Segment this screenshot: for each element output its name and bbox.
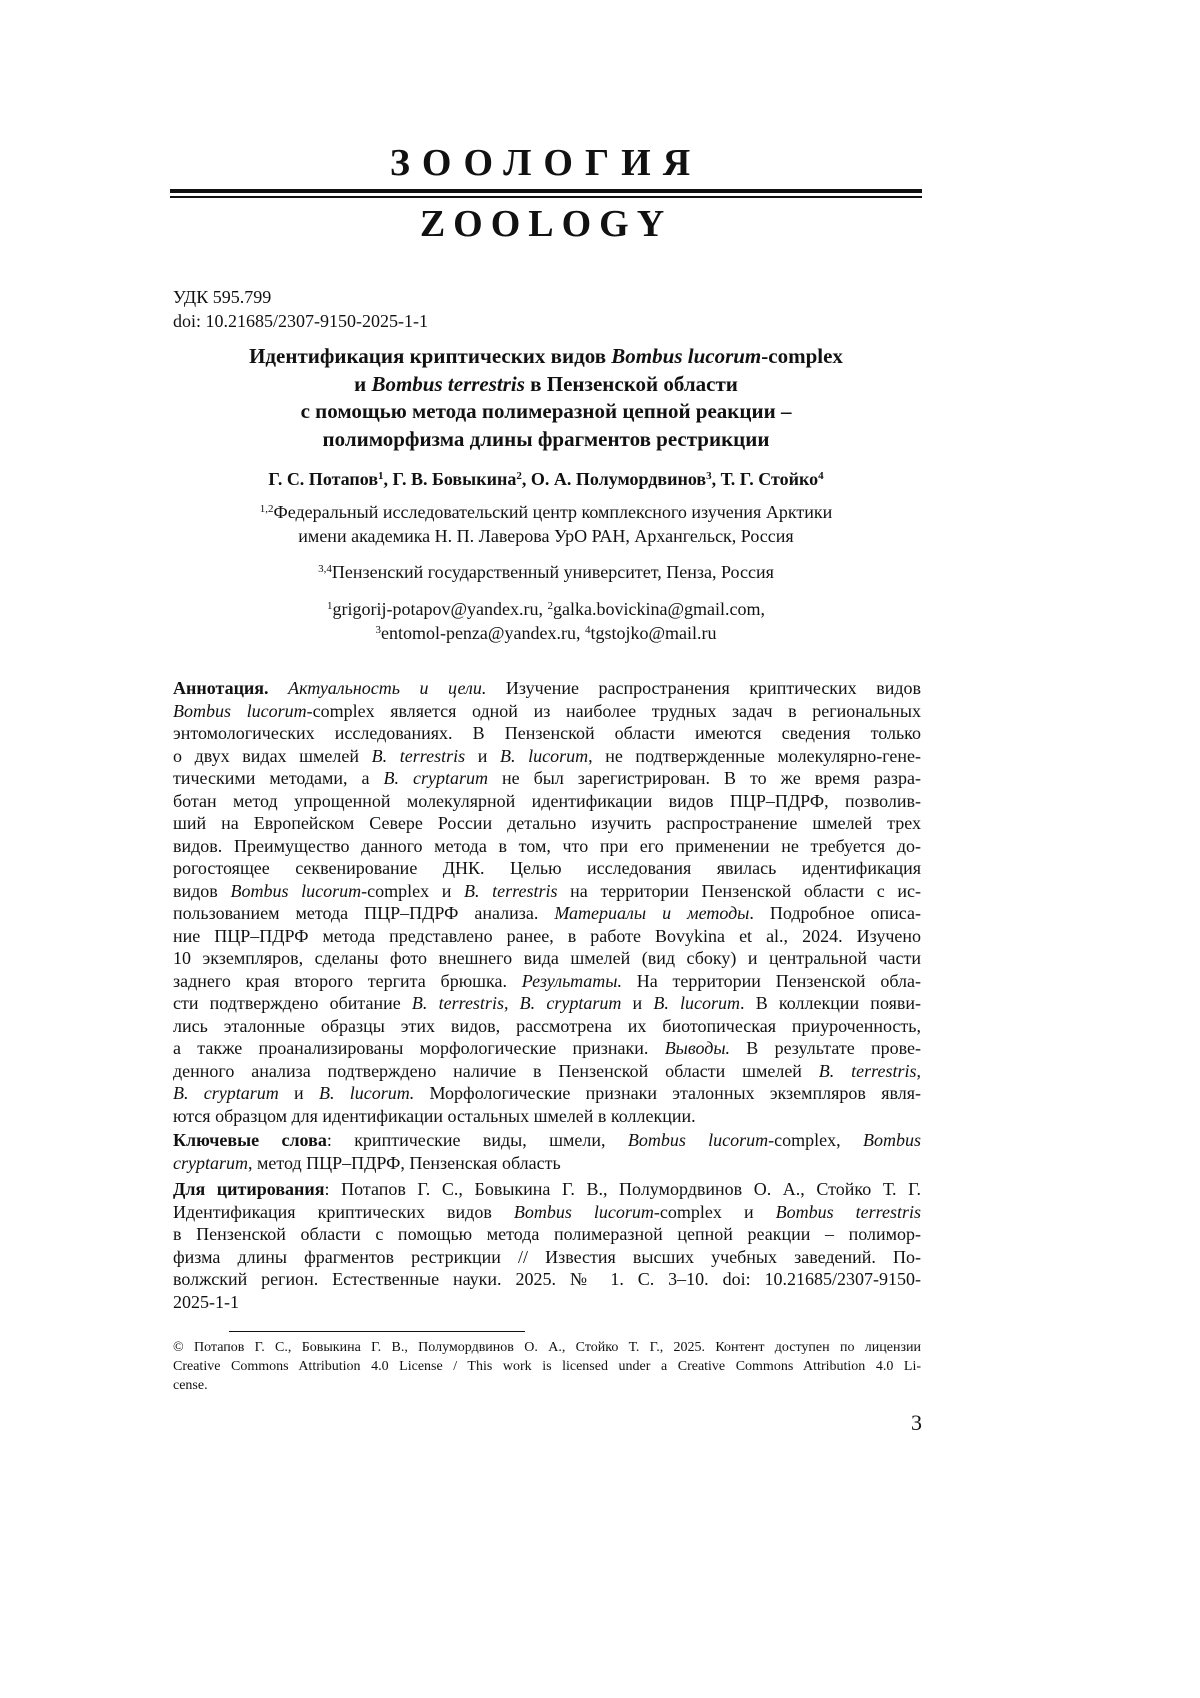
author-name: , О. А. Полумордвинов: [522, 469, 706, 489]
keywords: Ключевые слова: криптические виды, шмели, Bombus lucorum-complex, Bombus cryptarum, метод ПЦР–ПДРФ, Пензенская область: [173, 1129, 921, 1174]
email-link[interactable]: galka.bovickina@gmail.com,: [553, 599, 765, 619]
footnote-rule: [229, 1331, 525, 1332]
page-number: 3: [902, 1410, 922, 1436]
title-line: с помощью метода полимеразной цепной реакции –: [170, 398, 922, 426]
citation: Для цитирования: Потапов Г. С., Бовыкина Г. В., Полумордвинов О. А., Стойко Т. Г. Идентификация криптических видов Bombus lucorum-complex и Bombus terrestris в Пензенской области с помощью метода полимеразной цепной реакции – полимор- физма длины фрагментов рестрикции // Известия высших учебных заведений. По- волжский регион. Естественные науки. 2025. № 1. С. 3–10. doi: 10.21685/2307-9150- 2025-1-1: [173, 1178, 921, 1313]
email-link[interactable]: grigorij-potapov@yandex.ru,: [332, 599, 547, 619]
affiliation-2: 3,4Пензенский государственный университет, Пенза, Россия: [170, 560, 922, 584]
abstract-label: Аннотация.: [173, 678, 269, 698]
section-title-en: ZOOLOGY: [170, 201, 922, 247]
affiliation-1: 1,2Федеральный исследовательский центр комплексного изучения Арктики имени академика Н. П. Лаверова УрО РАН, Архангельск, Россия: [170, 500, 922, 548]
journal-page: [0, 0, 1200, 1698]
abstract: Аннотация. Актуальность и цели. Изучение распространения криптических видов Bombus lucorum-complex является одной из наиболее трудных задач в региональных энтомологических исследованиях. В Пензенской области имеются сведения только о двух видах шмелей B. terrestris и B. lucorum, не подтвержденные молекулярно-гене- тическими методами, а B. cryptarum не был зарегистрирован. В то же время разра- ботан метод упрощенной молекулярной идентификации видов ПЦР–ПДРФ, позволив- ший на Европейском Севере России детально изучить распространение шмелей трех видов. Преимущество данного метода в том, что при его применении не требуется до- рогостоящее секвенирование ДНК. Целью исследования явилась идентификация видов Bombus lucorum-complex и B. terrestris на территории Пензенской области с ис- пользованием метода ПЦР–ПДРФ анализа. Материалы и методы. Подробное описа- ние ПЦР–ПДРФ метода представлено ранее, в работе Bovykina et al., 2024. Изучено 10 экземпляров, сделаны фото внешнего вида шмелей (вид сбоку) и центральной части заднего края второго тергита брюшка. Результаты. На территории Пензенской обла- сти подтверждено обитание B. terrestris, B. cryptarum и B. lucorum. В коллекции появи- лись эталонные образцы этих видов, рассмотрена их биотопическая приуроченность, а также проанализированы морфологические признаки. Выводы. В результате прове- денного анализа подтверждено наличие в Пензенской области шмелей B. terrestris, B. cryptarum и B. lucorum. Морфологические признаки эталонных экземпляров явля- ются образцом для идентификации остальных шмелей в коллекции.: [173, 677, 921, 1127]
section-title-ru: ЗООЛОГИЯ: [170, 140, 922, 186]
header-rule-thin: [170, 196, 922, 198]
author-name: Г. С. Потапов: [268, 469, 378, 489]
article-meta: [173, 285, 428, 333]
doi[interactable]: doi: 10.21685/2307-9150-2025-1-1: [173, 309, 428, 333]
udk-code: УДК 595.799: [173, 285, 428, 309]
title-line: Идентификация криптических видов Bombus lucorum-complex: [170, 343, 922, 371]
email-link[interactable]: entomol-penza@yandex.ru,: [381, 623, 585, 643]
author-emails: 1grigorij-potapov@yandex.ru, 2galka.bovickina@gmail.com, 3entomol-penza@yandex.ru, 4tgstojko@mail.ru: [170, 597, 922, 645]
article-title: [170, 343, 922, 453]
author-name: , Т. Г. Стойко: [712, 469, 819, 489]
email-link[interactable]: tgstojko@mail.ru: [590, 623, 716, 643]
citation-label: Для цитирования: [173, 1179, 325, 1199]
author-list: Г. С. Потапов1, Г. В. Бовыкина2, О. А. Полумордвинов3, Т. Г. Стойко4: [170, 467, 922, 491]
keywords-label: Ключевые слова: [173, 1130, 327, 1150]
title-line: и Bombus terrestris в Пензенской области: [170, 371, 922, 399]
copyright-footnote: © Потапов Г. С., Бовыкина Г. В., Полумордвинов О. А., Стойко Т. Г., 2025. Контент доступен по лицензии Creative Commons Attribution 4.0 License / This work is licensed under a Creative Commons Attribution 4.0 Li- cense.: [173, 1338, 921, 1395]
header-rule-thick: [170, 189, 922, 193]
author-name: , Г. В. Бовыкина: [384, 469, 517, 489]
title-line: полиморфизма длины фрагментов рестрикции: [170, 426, 922, 454]
